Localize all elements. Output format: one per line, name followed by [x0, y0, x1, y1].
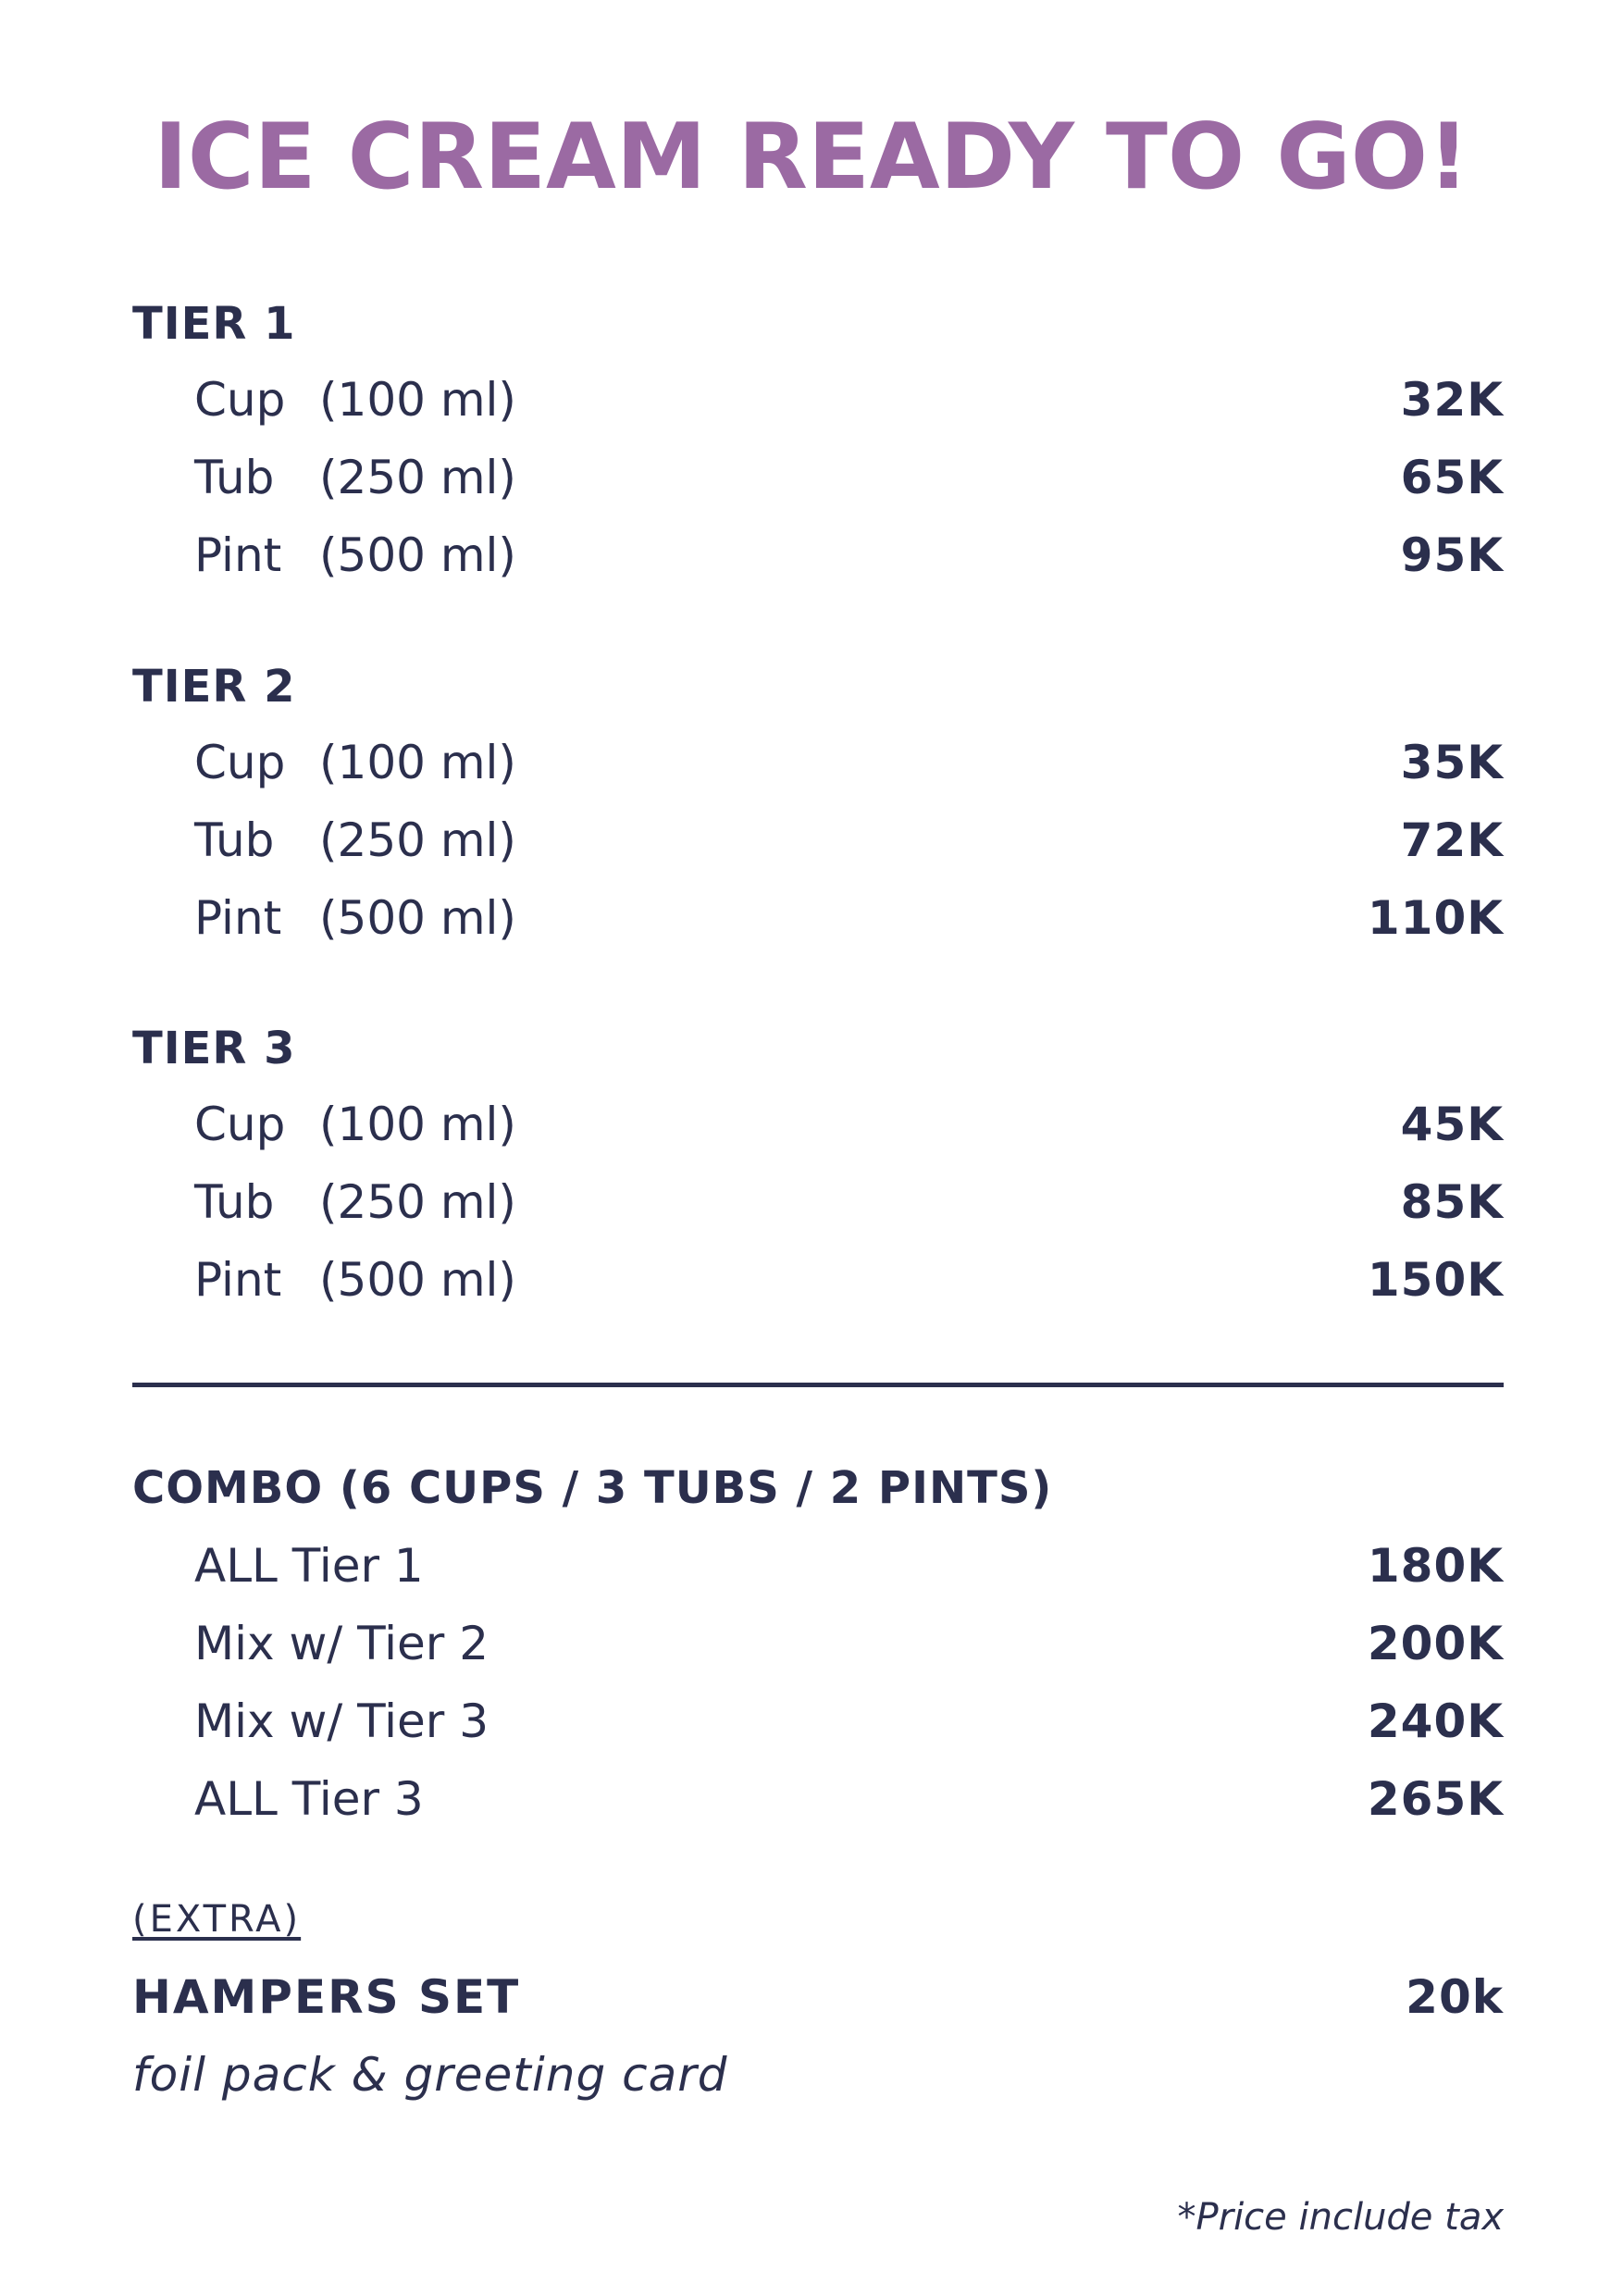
tier-3-heading: TIER 3: [132, 1023, 296, 1074]
item-price: 85K: [1400, 1175, 1504, 1229]
item-price: 32K: [1400, 373, 1504, 427]
tier-1-item-pint: [194, 526, 1504, 585]
tier-3-item-tub: [194, 1173, 1504, 1232]
item-size: (500 ml): [319, 1253, 516, 1307]
item-name: Mix w/ Tier 2: [194, 1617, 489, 1670]
item-size: (250 ml): [319, 451, 516, 504]
item-name: Mix w/ Tier 3: [194, 1694, 489, 1748]
tier-1-item-cup: [194, 370, 1504, 429]
item-name: Cup: [194, 736, 286, 789]
tier-1-heading: TIER 1: [132, 298, 296, 350]
item-price: 265K: [1367, 1772, 1504, 1826]
combo-item-mix-tier-2: [194, 1614, 1504, 1673]
tier-3-item-cup: [194, 1095, 1504, 1154]
hampers-set-row: [132, 1967, 1504, 2027]
item-size: (500 ml): [319, 891, 516, 945]
item-name: Pint: [194, 891, 282, 945]
item-price: 45K: [1400, 1098, 1504, 1151]
hampers-set-price: 20k: [1406, 1970, 1504, 2024]
item-name: Cup: [194, 373, 286, 427]
item-name: Cup: [194, 1098, 286, 1151]
item-price: 95K: [1400, 528, 1504, 582]
item-price: 110K: [1367, 891, 1504, 945]
tier-2-heading: TIER 2: [132, 661, 296, 713]
item-price: 35K: [1400, 736, 1504, 789]
item-size: (250 ml): [319, 813, 516, 867]
item-size: (100 ml): [319, 373, 516, 427]
hampers-set-description: foil pack & greeting card: [132, 2048, 728, 2102]
combo-item-mix-tier-3: [194, 1692, 1504, 1751]
hampers-set-name: HAMPERS SET: [132, 1970, 521, 2024]
item-name: Tub: [194, 813, 275, 867]
combo-heading: COMBO (6 CUPS / 3 TUBS / 2 PINTS): [132, 1462, 1053, 1514]
combo-item-all-tier-1: [194, 1536, 1504, 1595]
item-price: 150K: [1367, 1253, 1504, 1307]
tier-2-item-cup: [194, 733, 1504, 792]
item-price: 180K: [1367, 1539, 1504, 1593]
combo-item-all-tier-3: [194, 1769, 1504, 1829]
tier-1-item-tub: [194, 448, 1504, 507]
item-name: ALL Tier 1: [194, 1539, 424, 1593]
item-name: Pint: [194, 528, 282, 582]
extra-label: (EXTRA): [132, 1898, 302, 1941]
item-name: Tub: [194, 451, 275, 504]
page-title: ICE CREAM READY TO GO!: [154, 105, 1469, 210]
tier-2-item-pint: [194, 888, 1504, 948]
tax-note: *Price include tax: [1177, 2196, 1504, 2239]
item-price: 200K: [1367, 1617, 1504, 1670]
item-name: Pint: [194, 1253, 282, 1307]
section-divider: [132, 1383, 1504, 1387]
item-size: (100 ml): [319, 1098, 516, 1151]
item-price: 65K: [1400, 451, 1504, 504]
item-price: 240K: [1367, 1694, 1504, 1748]
item-size: (500 ml): [319, 528, 516, 582]
item-size: (100 ml): [319, 736, 516, 789]
item-size: (250 ml): [319, 1175, 516, 1229]
tier-2-item-tub: [194, 811, 1504, 870]
item-name: ALL Tier 3: [194, 1772, 424, 1826]
item-name: Tub: [194, 1175, 275, 1229]
item-price: 72K: [1400, 813, 1504, 867]
tier-3-item-pint: [194, 1250, 1504, 1309]
